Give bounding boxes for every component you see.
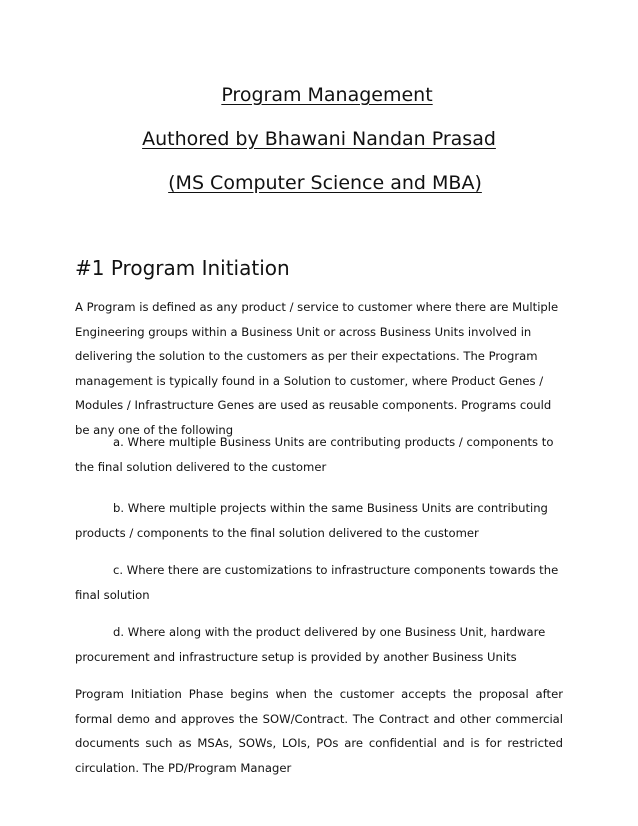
list-item-c: c. Where there are customizations to infrastructure components towards the final solution bbox=[75, 563, 559, 602]
author-credentials: (MS Computer Science and MBA) bbox=[168, 172, 482, 194]
intro-paragraph: A Program is defined as any product / service to customer where there are Multiple Engineering groups within a Business Unit or across Business Units involved in delivering the solution to the customers as per their expectations. The Program management is typically found in a Solution to customer, where Product Genes / Modules / Infrastructure Genes are used as reusable components. Programs could be any one of the following bbox=[75, 300, 559, 437]
section-heading: #1 Program Initiation bbox=[75, 256, 290, 280]
document-title: Program Management bbox=[221, 84, 433, 106]
phase-paragraph: Program Initiation Phase begins when the customer accepts the proposal after formal demo and approves the SOW/Contract. The Contract and other commercial documents such as MSAs, SOWs, LOIs, POs are confidential and is for restricted circulation. The PD/Program Manager bbox=[75, 687, 563, 775]
list-item-d: d. Where along with the product delivered by one Business Unit, hardware procurement and infrastructure setup is provided by another Business Units bbox=[75, 625, 546, 664]
list-item-b: b. Where multiple projects within the same Business Units are contributing products / components to the final solution delivered to the customer bbox=[75, 501, 548, 540]
list-item-a: a. Where multiple Business Units are contributing products / components to the final solution delivered to the customer bbox=[75, 435, 554, 474]
author-line: Authored by Bhawani Nandan Prasad bbox=[142, 128, 496, 150]
